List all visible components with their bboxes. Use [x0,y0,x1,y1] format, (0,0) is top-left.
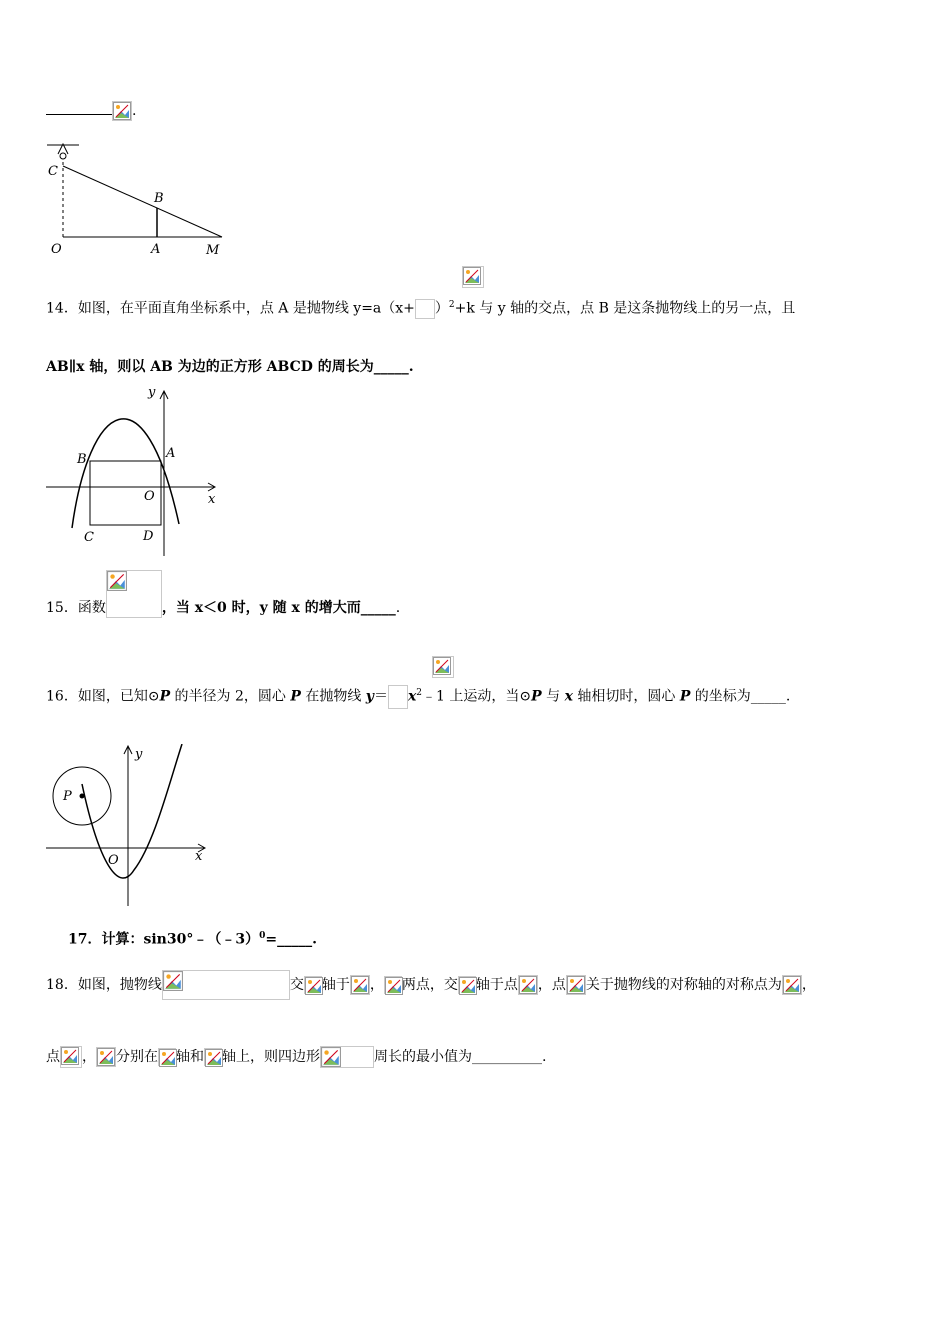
formula-image [106,570,162,618]
figure-16-diagram [44,744,208,908]
label-y: y [148,385,156,400]
broken-image-icon [782,975,802,995]
image-placeholder [415,299,435,319]
question-number: 14． [46,300,78,317]
var-p: P [290,688,301,705]
question-text: 轴于点 [475,977,518,993]
question-text: 的坐标为 [690,688,751,705]
broken-image-icon [60,1046,82,1068]
superscript: 2 [448,300,455,310]
answer-blank: _____ [360,600,396,616]
question-text: ） [434,300,449,317]
question-text: 的半径为 2，圆心 [170,688,291,705]
superscript: 0 [259,931,266,941]
question-text: 17．计算：sin30°﹣（﹣3） [68,931,260,948]
label-x: x [208,492,216,507]
question-text: 两点，交 [401,977,458,993]
question-text: 关于抛物线的对称轴的对称点为 [585,977,782,993]
equals: = [265,931,278,948]
broken-image-icon [304,976,322,994]
q16-inline-image-top [432,656,454,678]
var-p: P [679,688,691,705]
question-text: 轴于 [321,977,350,993]
q14-inline-image-top [462,266,484,288]
question-text: ，当 x＜0 时，y 随 x 的增大而 [161,600,361,616]
broken-image-icon [158,1048,176,1066]
broken-image-icon [458,976,476,994]
label-a: A [166,446,176,461]
broken-image-icon [204,1048,222,1066]
q16-line [46,683,790,709]
question-text: ， [369,977,384,993]
var-x: x [407,688,417,705]
question-text: ，点 [537,977,566,993]
question-text: 周长的最小值为 [374,1049,472,1065]
punctuation: . [312,931,317,948]
var-p: P [159,688,171,705]
label-p: P [63,789,72,804]
question-number: 15． [46,600,78,616]
broken-image-icon [566,975,586,995]
punctuation: . [542,1049,547,1065]
question-text: 分别在 [116,1049,158,1065]
question-text: 与 [541,688,565,705]
question-text: 交 [289,977,304,993]
label-m: M [206,243,220,258]
label-x: x [195,849,203,864]
broken-image-icon [350,975,370,995]
answer-blank: _____ [277,931,313,948]
question-text: 轴相切时，圆心 [572,688,680,705]
question-text: 轴上，则四边形 [222,1049,320,1065]
var-x: x [564,688,573,705]
formula-image [320,1046,374,1068]
punctuation: . [395,600,401,616]
label-b: B [77,452,87,467]
label-y: y [135,747,143,762]
q13-line [46,100,136,121]
fraction-image [388,685,408,709]
q14-line-2 [46,357,414,377]
question-text: ， [82,1049,96,1065]
broken-image-icon [112,101,132,121]
question-text: 函数 [77,600,106,616]
figure-14-diagram [44,384,224,560]
answer-blank: _____ [750,688,786,705]
question-text: +k 与 y 轴的交点，点 B 是这条抛物线上的另一点，且 [454,300,796,317]
broken-image-icon [432,656,454,678]
broken-image-icon [518,975,538,995]
question-text: 点 [46,1049,60,1065]
label-o: O [51,242,62,257]
question-text: 如图，抛物线 [77,977,162,993]
question-text: 在抛物线 [300,688,366,705]
broken-image-icon [384,976,402,994]
label-d: D [143,529,154,544]
q17-line [68,926,317,950]
question-text: ﹣1 上运动，当⊙ [422,688,532,705]
question-text: 如图，在平面直角坐标系中，点 A 是抛物线 y=a（x+ [77,300,415,317]
question-text: AB∥x 轴，则以 AB 为边的正方形 ABCD 的周长为 [46,359,374,375]
label-c: C [84,530,94,545]
q14-line-1 [46,295,795,319]
label-o: O [108,853,119,868]
question-number: 18． [46,977,78,993]
superscript: 2 [416,688,423,698]
q18-line-1 [46,970,816,1000]
broken-image-icon [462,266,484,288]
answer-blank: _____ [373,359,409,375]
equals: ＝ [373,688,388,705]
question-text: 如图，已知⊙ [77,688,160,705]
punctuation: . [408,359,414,375]
question-text: 轴和 [176,1049,204,1065]
question-number: 16． [46,688,78,705]
answer-blank: __________ [472,1049,542,1065]
question-text: ， [801,977,816,993]
label-c: C [48,164,58,179]
q18-line-2 [46,1046,546,1068]
label-b: B [154,191,164,206]
formula-image [162,970,290,1000]
label-o: O [144,489,155,504]
punctuation: . [785,688,791,705]
figure-13-diagram [44,140,226,260]
answer-blank [46,100,112,115]
var-y: y [365,688,374,705]
q15-line [46,598,400,618]
var-p: P [531,688,542,705]
broken-image-icon [96,1047,116,1067]
punctuation: . [132,103,137,119]
label-a: A [151,242,161,257]
